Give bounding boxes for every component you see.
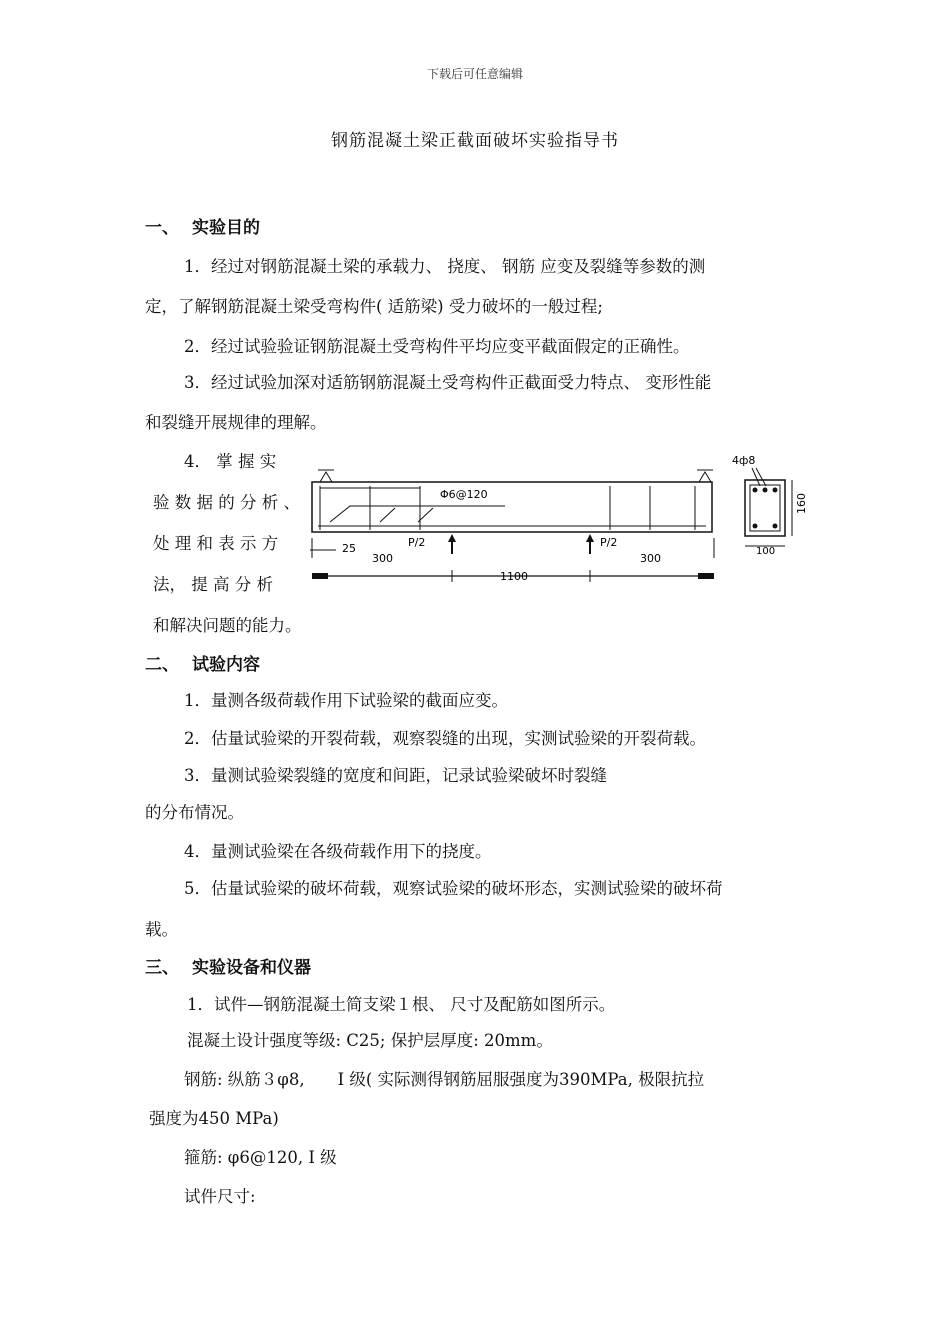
- section2-item4: 4．量测试验梁在各级荷载作用下的挠度。: [184, 842, 492, 861]
- section1-item4-line2: 验 数 据 的 分 析 、: [153, 493, 300, 512]
- document-title: 钢筋混凝土梁正截面破坏实验指导书: [331, 131, 619, 151]
- stirrup-spec: 箍筋: φ6@120, Ⅰ 级: [184, 1148, 337, 1167]
- load-label-right: P/2: [600, 536, 618, 549]
- section1-item1-line2: 定，了解钢筋混凝土梁受弯构件( 适筋梁) 受力破坏的一般过程;: [145, 297, 603, 316]
- section3-heading: 实验设备和仪器: [192, 958, 311, 978]
- section3-item1: 1．试件—钢筋混凝土简支梁１根、 尺寸及配筋如图所示。: [187, 995, 616, 1014]
- section1-item4-line5: 和解决问题的能力。: [153, 616, 302, 635]
- section2-item5-line2: 载。: [145, 920, 178, 939]
- dim-1100: 1100: [500, 570, 528, 583]
- concrete-spec: 混凝土设计强度等级: C25; 保护层厚度: 20mm。: [187, 1031, 553, 1050]
- dim-160: 160: [795, 493, 808, 514]
- section1-number: 一、: [145, 218, 179, 238]
- rebar-spec-line1: 钢筋: 纵筋３φ8, Ⅰ 级( 实际测得钢筋屈服强度为390MPa, 极限抗拉: [184, 1070, 705, 1089]
- section1-item4-line4: 法， 提 高 分 析: [153, 575, 273, 594]
- section1-item3-line2: 和裂缝开展规律的理解。: [145, 413, 327, 432]
- page-header: 下载后可任意编辑: [426, 67, 523, 81]
- left-support: [320, 472, 332, 482]
- section2-item3-line2: 的分布情况。: [145, 803, 244, 822]
- dim-100: 100: [756, 546, 776, 557]
- section1-item1-line1: 1．经过对钢筋混凝土梁的承载力、 挠度、 钢筋 应变及裂缝等参数的测: [184, 257, 706, 276]
- beam-reinforcement-figure: [300, 446, 820, 596]
- section1-heading: 实验目的: [192, 218, 260, 238]
- stirrup-leader: [330, 506, 505, 522]
- dim-300-right: 300: [640, 552, 661, 565]
- section3-number: 三、: [145, 958, 179, 978]
- section1-item4-line1: 4． 掌 握 实: [184, 452, 277, 471]
- right-support: [699, 472, 711, 482]
- section2-item2: 2．估量试验梁的开裂荷载，观察裂缝的出现，实测试验梁的开裂荷载。: [184, 729, 706, 748]
- dim-25: 25: [342, 542, 356, 555]
- section2-item1: 1．量测各级荷载作用下试验梁的截面应变。: [184, 691, 508, 710]
- section2-heading: 试验内容: [192, 655, 260, 675]
- section1-item3-line1: 3．经过试验加深对适筋钢筋混凝土受弯构件正截面受力特点、 变形性能: [184, 373, 712, 392]
- load-label-left: P/2: [408, 536, 426, 549]
- section2-item3-line1: 3．量测试验梁裂缝的宽度和间距，记录试验梁破坏时裂缝: [184, 766, 607, 785]
- stirrup-label: Φ6@120: [440, 488, 488, 501]
- section1-item2: 2．经过试验验证钢筋混凝土受弯构件平均应变平截面假定的正确性。: [184, 337, 690, 356]
- specimen-size-label: 试件尺寸:: [184, 1187, 256, 1206]
- section2-number: 二、: [145, 655, 179, 675]
- beam-outline: [312, 482, 712, 532]
- rebar-spec-line2: 强度为450 MPa): [149, 1109, 279, 1128]
- rebar-count-label: 4ф8: [732, 454, 756, 467]
- section2-item5-line1: 5．估量试验梁的破坏荷载，观察试验梁的破坏形态，实测试验梁的破坏荷: [184, 879, 723, 898]
- dim-300-left: 300: [372, 552, 393, 565]
- section1-item4-line3: 处 理 和 表 示 方: [153, 534, 279, 553]
